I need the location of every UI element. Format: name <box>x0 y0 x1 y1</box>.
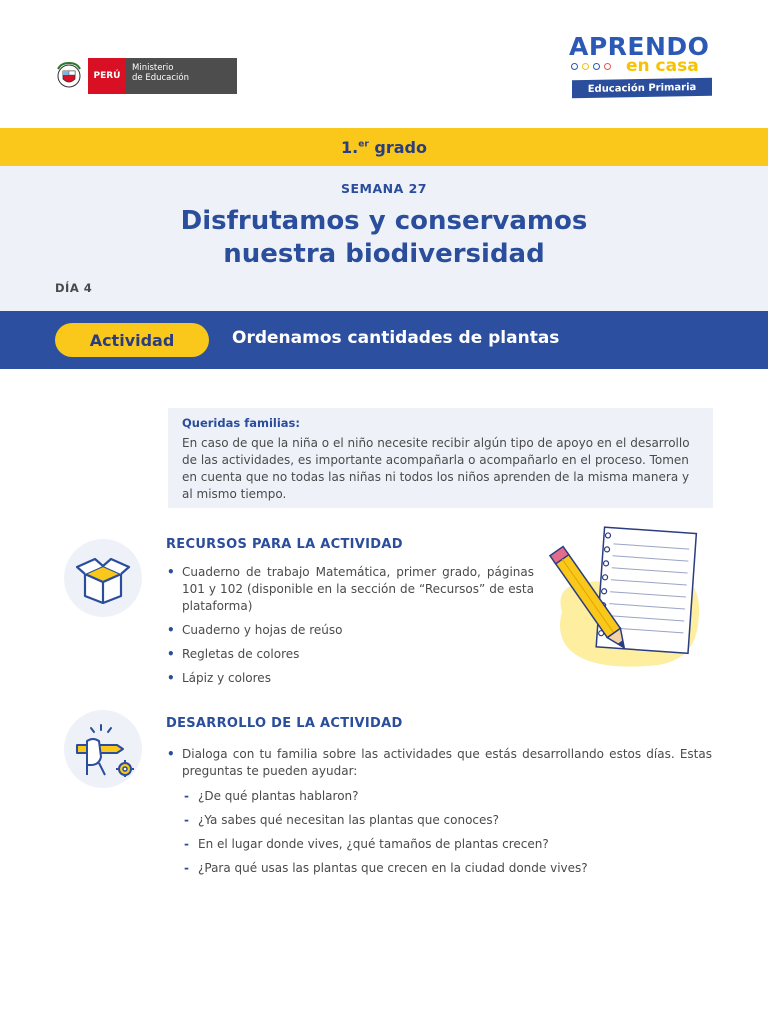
grade-band <box>0 128 768 166</box>
list-item: • Lápiz y colores <box>166 670 534 687</box>
page-title-line-2: nuestra biodiversidad <box>223 239 545 269</box>
activity-title: Ordenamos cantidades de plantas <box>232 328 560 348</box>
grade-label: 1.$^{er}$ grado <box>341 137 427 157</box>
notebook-pencil-illustration <box>548 524 708 672</box>
development-title: DESARROLLO DE LA ACTIVIDAD <box>166 716 403 731</box>
brand-title: APRENDO <box>569 32 710 61</box>
ministry-line-1: Ministerio <box>132 63 174 73</box>
list-item: - ¿Para qué usas las plantas que crecen en la ciudad donde vives? <box>182 860 728 877</box>
families-note-title: Queridas familias: <box>182 416 300 430</box>
brand-badge: Educación Primaria <box>572 78 712 98</box>
pencil-gear-icon <box>64 710 142 788</box>
aprendo-en-casa-logo <box>568 32 718 102</box>
list-item: • Cuaderno de trabajo Matemática, primer grado, páginas 101 y 102 (disponible en la sección de “Recursos” de esta plataforma) <box>166 564 534 615</box>
families-note-body: En caso de que la niña o el niño necesite recibir algún tipo de apoyo en el desarrollo de las actividades, es importante acompañarla o acompañarlo en el proceso. Tomen en cuenta que no todas las niñas ni todos los niños aprenden de la misma manera y al mismo tiempo. <box>182 436 690 501</box>
page-title <box>0 205 768 271</box>
development-list <box>166 746 712 786</box>
families-note <box>168 408 713 508</box>
list-item <box>166 746 712 780</box>
week-label: SEMANA 27 <box>340 181 428 196</box>
question-list <box>166 788 728 884</box>
ministry-label <box>126 58 237 94</box>
list-item: - En el lugar donde vives, ¿qué tamaños de plantas crecen? <box>182 836 728 853</box>
peru-shield-icon <box>54 58 84 94</box>
box-icon <box>64 539 142 617</box>
brand-dots-icon <box>571 63 611 70</box>
page-title-line-1: Disfrutamos y conservamos <box>180 206 588 236</box>
brand-subtitle: en casa <box>626 56 699 76</box>
activity-badge: Actividad <box>55 323 209 357</box>
ministry-logo <box>54 58 237 94</box>
list-item: - ¿Ya sabes qué necesitan las plantas que conoces? <box>182 812 728 829</box>
resources-list <box>166 564 534 694</box>
peru-label: PERÚ <box>88 58 126 94</box>
list-item: - ¿De qué plantas hablaron? <box>182 788 728 805</box>
day-label: DÍA 4 <box>55 281 93 295</box>
ministry-line-2: de Educación <box>132 73 189 83</box>
resources-title: RECURSOS PARA LA ACTIVIDAD <box>166 537 403 552</box>
development-intro: Dialoga con tu familia sobre las actividades que estás desarrollando estos días. Estas preguntas te pueden ayudar: <box>182 747 712 778</box>
list-item: • Cuaderno y hojas de reúso <box>166 622 534 639</box>
list-item: • Regletas de colores <box>166 646 534 663</box>
